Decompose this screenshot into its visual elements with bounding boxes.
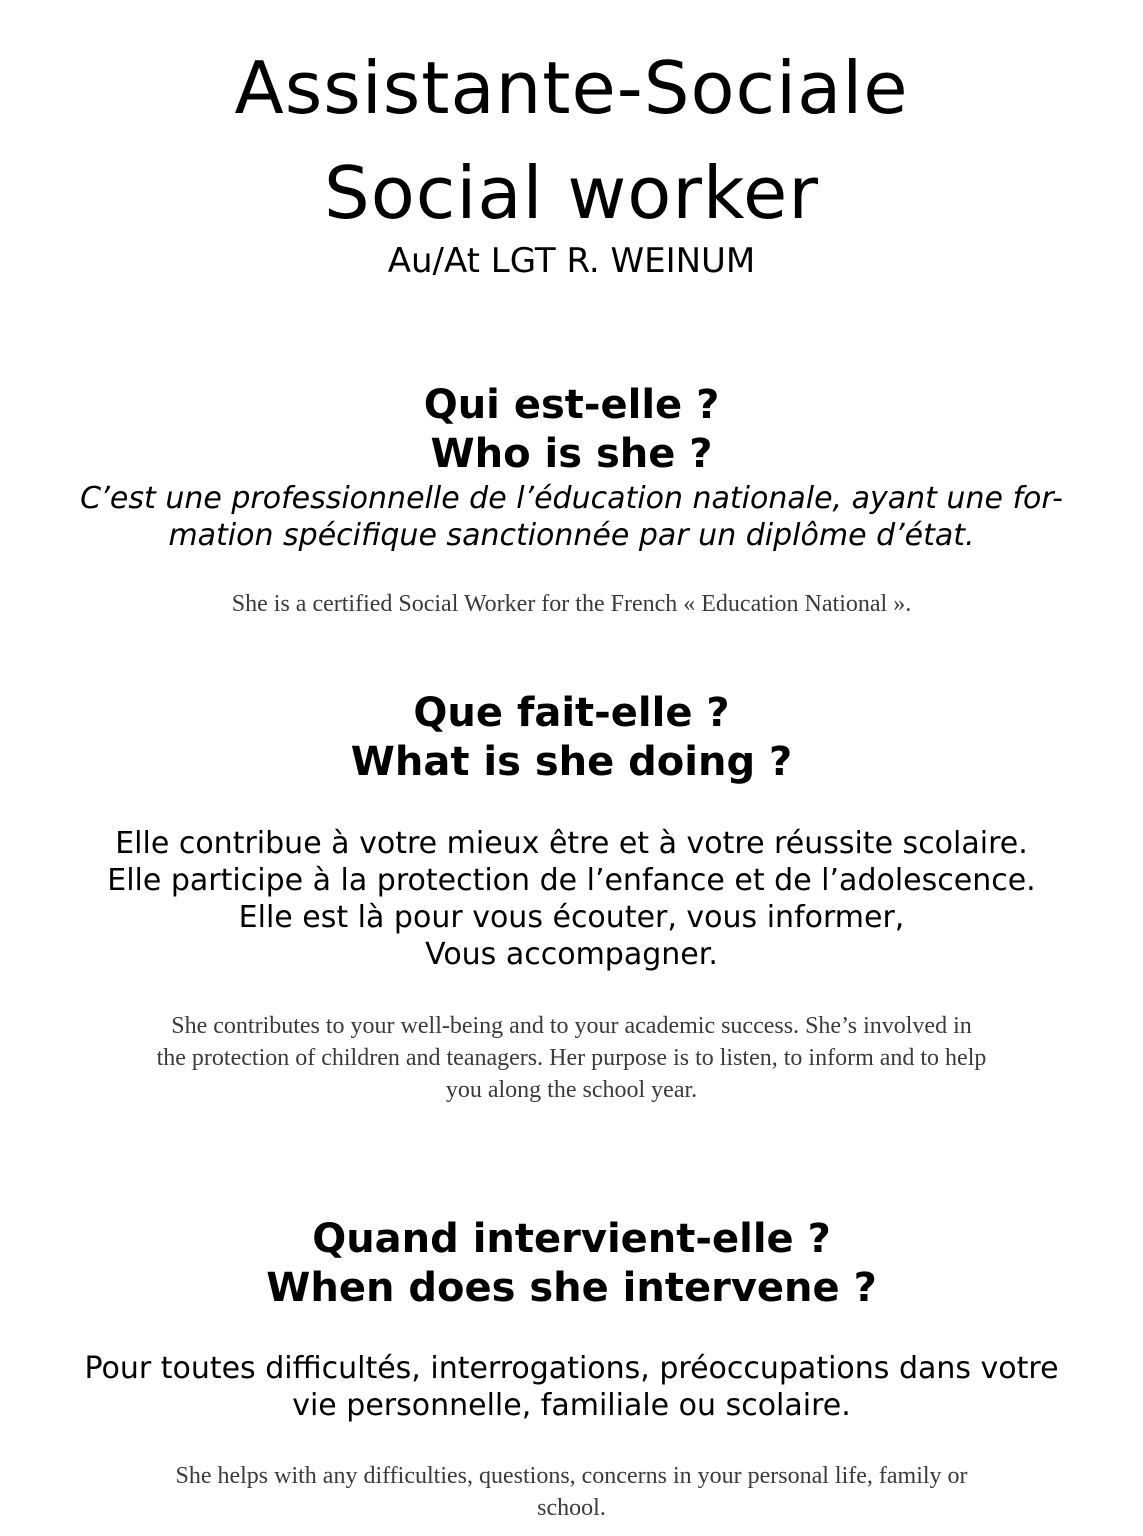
- text-line: school.: [537, 1495, 606, 1521]
- text-line: mation spécifique sanctionnée par un diplôme d’état.: [168, 518, 975, 553]
- section-3-question-french: Quand intervient-elle ?: [312, 1216, 831, 1262]
- text-line: Pour toutes difficultés, interrogations, préoccupations dans votre: [84, 1351, 1059, 1386]
- text-line: She contributes to your well-being and to your academic success. She’s involved in: [171, 1013, 972, 1039]
- section-1-body-french: [30, 480, 1113, 554]
- text-line: vie personnelle, familiale ou scolaire.: [292, 1388, 851, 1423]
- section-2-body-french: [30, 825, 1113, 973]
- text-line: C’est une professionnelle de l’éducation nationale, ayant une for-: [80, 481, 1063, 516]
- section-2-question-english: What is she doing ?: [350, 739, 793, 785]
- text-line: Elle participe à la protection de l’enfance et de l’adolescence.: [107, 863, 1036, 898]
- location-subtitle: Au/At LGT R. WEINUM: [387, 241, 756, 281]
- section-1-body-english: [0, 588, 1143, 620]
- section-2-question-french: Que fait-elle ?: [413, 690, 730, 736]
- section-3-body-english: [55, 1460, 1088, 1524]
- text-line: Vous accompagner.: [425, 937, 718, 972]
- title-french: Assistante-Sociale: [234, 46, 909, 130]
- section-3-body-french: [30, 1350, 1113, 1424]
- text-line: the protection of children and teanagers. Her purpose is to listen, to inform and to help: [156, 1045, 987, 1071]
- text-line: She helps with any difficulties, questions, concerns in your personal life, family or: [175, 1463, 968, 1489]
- section-3-question-english: When does she intervene ?: [266, 1265, 877, 1311]
- text-line: Elle contribue à votre mieux être et à votre réussite scolaire.: [115, 826, 1028, 861]
- text-line: She is a certified Social Worker for the French « Education National ».: [231, 591, 912, 617]
- title-english: Social worker: [324, 151, 819, 235]
- section-1-question-french: Qui est-elle ?: [423, 382, 720, 428]
- section-2-body-english: [35, 1010, 1108, 1106]
- section-1-question-english: Who is she ?: [430, 431, 713, 477]
- text-line: you along the school year.: [445, 1077, 698, 1103]
- text-line: Elle est là pour vous écouter, vous informer,: [238, 900, 905, 935]
